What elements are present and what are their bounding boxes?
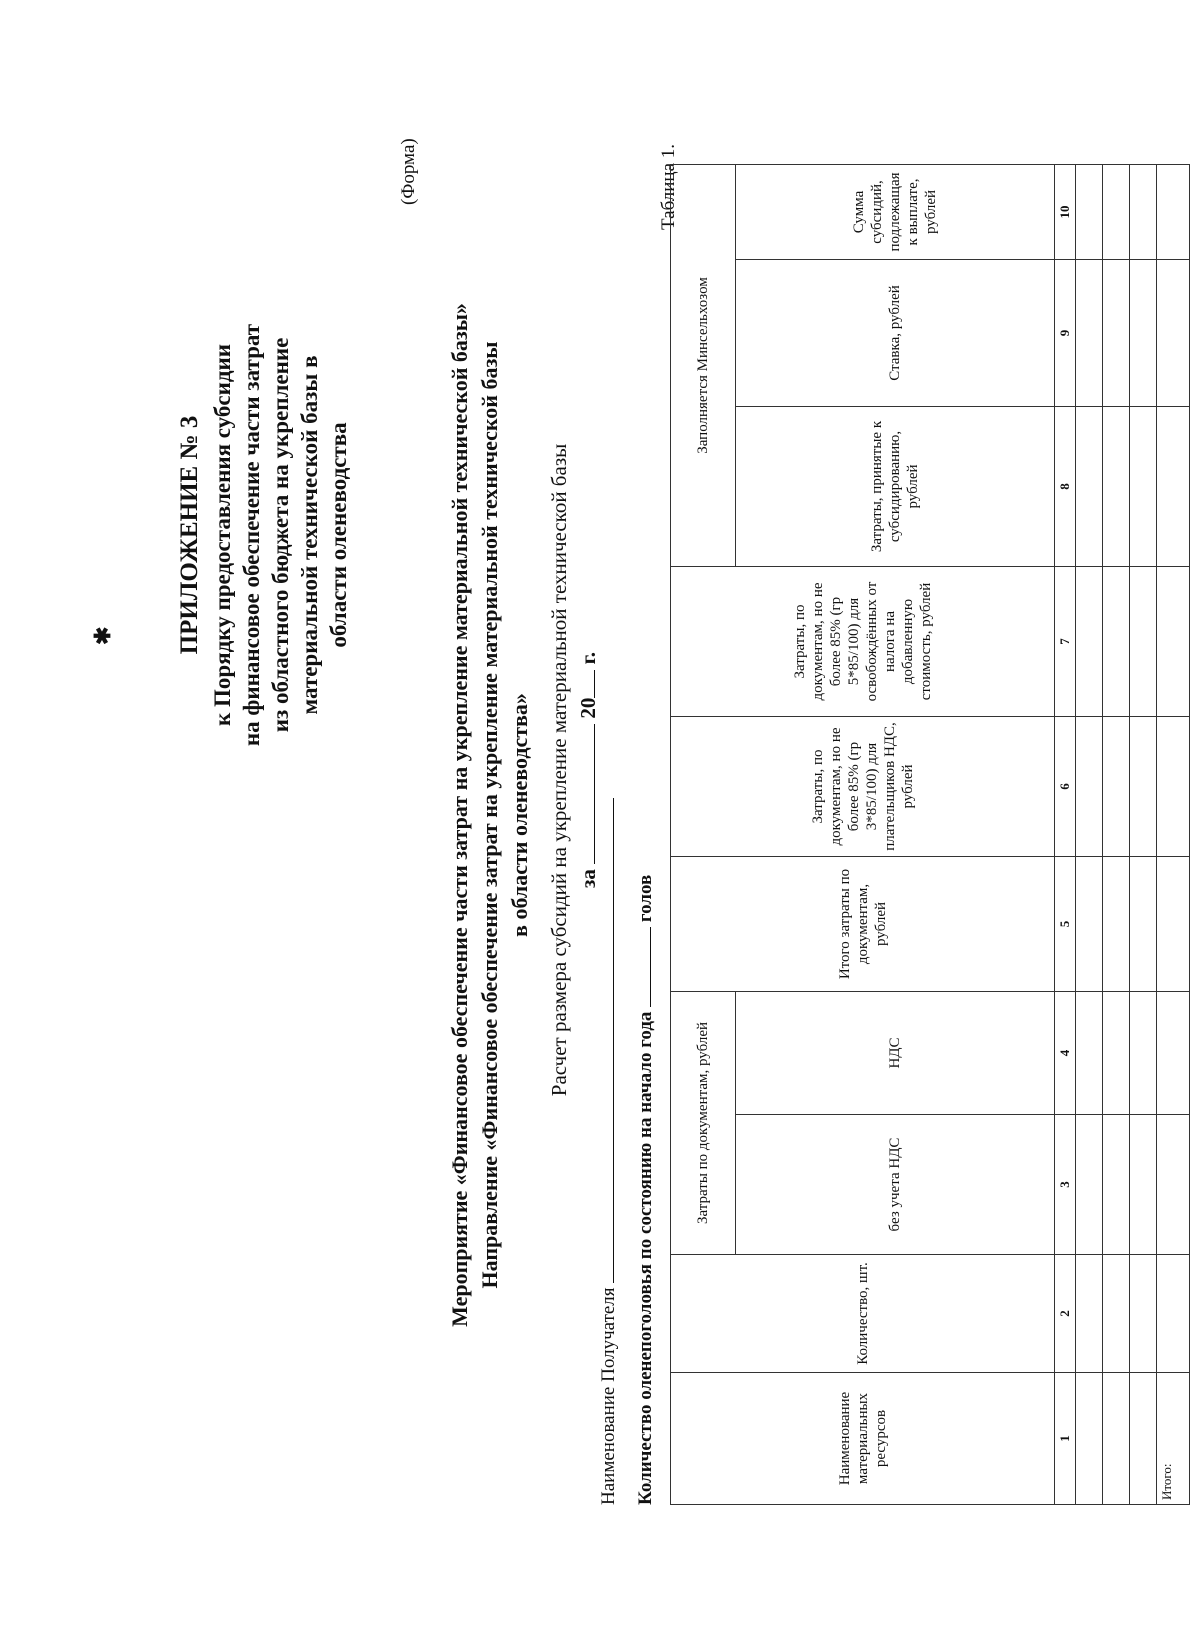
table-row <box>1103 164 1130 1504</box>
table-cell[interactable] <box>1130 857 1157 992</box>
total-cell[interactable] <box>1157 164 1190 259</box>
table-cell[interactable] <box>1076 992 1103 1115</box>
table-cell[interactable] <box>1103 1373 1130 1505</box>
table-cell[interactable] <box>1076 1255 1103 1373</box>
header-col-3: без учета НДС <box>736 1115 1055 1255</box>
col-number-7: 7 <box>1055 567 1076 717</box>
event-line-2: Направление «Финансовое обеспечение затрат на укрепление материальной технической базы <box>477 341 502 1289</box>
table-cell[interactable] <box>1130 1255 1157 1373</box>
table-cell[interactable] <box>1130 1115 1157 1255</box>
event-line-1: Мероприятие «Финансовое обеспечение части затрат на укрепление материальной технической базы» <box>447 303 472 1327</box>
year-blank <box>594 670 595 698</box>
table-cell[interactable] <box>1103 567 1130 717</box>
table-cell[interactable] <box>1130 567 1157 717</box>
header-col-2: Количество, шт. <box>671 1255 1055 1373</box>
table-row <box>1076 164 1103 1504</box>
col-number-6: 6 <box>1055 717 1076 857</box>
event-block <box>445 125 535 1505</box>
total-cell[interactable] <box>1157 992 1190 1115</box>
col-number-1: 1 <box>1055 1373 1076 1505</box>
col-number-10: 10 <box>1055 164 1076 259</box>
col-number-8: 8 <box>1055 407 1076 567</box>
herd-row <box>635 875 657 1505</box>
herd-unit: голов <box>635 874 656 923</box>
appendix-title: ПРИЛОЖЕНИЕ № 3 <box>176 415 203 655</box>
event-line-3: в области оленеводства» <box>507 693 532 937</box>
header-group-costs: Затраты по документам, рублей <box>671 992 736 1255</box>
table-cell[interactable] <box>1130 992 1157 1115</box>
recipient-label: Наименование Получателя <box>598 1287 619 1505</box>
header-row-1 <box>671 164 736 1504</box>
table-cell[interactable] <box>1076 260 1103 407</box>
appendix-line-4: материальной технической базы в <box>297 355 322 715</box>
table-cell[interactable] <box>1130 407 1157 567</box>
total-cell[interactable] <box>1157 567 1190 717</box>
header-col-1: Наименование материальных ресурсов <box>671 1373 1055 1505</box>
calc-block <box>545 340 603 1200</box>
table-cell[interactable] <box>1103 857 1130 992</box>
herd-blank <box>650 927 651 1007</box>
table-cell[interactable] <box>1103 1255 1130 1373</box>
asterisk-mark: ✱ <box>90 626 115 645</box>
table-cell[interactable] <box>1130 164 1157 259</box>
table-cell[interactable] <box>1103 164 1130 259</box>
table-cell[interactable] <box>1103 260 1130 407</box>
form-label: (Форма) <box>398 138 419 205</box>
col-number-2: 2 <box>1055 1255 1076 1373</box>
subsidy-table <box>670 164 1190 1505</box>
table-cell[interactable] <box>1076 1115 1103 1255</box>
table-cell[interactable] <box>1103 407 1130 567</box>
appendix-block <box>175 185 353 885</box>
table-row <box>1130 164 1157 1504</box>
recipient-row <box>598 798 620 1505</box>
header-group-ministry: Заполняется Минсельхозом <box>671 164 736 566</box>
total-cell[interactable] <box>1157 260 1190 407</box>
total-label: Итого: <box>1157 1373 1190 1505</box>
total-cell[interactable] <box>1157 1115 1190 1255</box>
table-cell[interactable] <box>1103 992 1130 1115</box>
column-number-row <box>1055 164 1076 1504</box>
total-cell[interactable] <box>1157 717 1190 857</box>
total-cell[interactable] <box>1157 857 1190 992</box>
col-number-3: 3 <box>1055 1115 1076 1255</box>
table-label: Таблица 1. <box>658 143 679 230</box>
total-cell[interactable] <box>1157 1255 1190 1373</box>
appendix-line-1: к Порядку предоставления субсидии <box>210 344 235 726</box>
appendix-line-2: на финансовое обеспечение части затрат <box>239 323 264 747</box>
table-cell[interactable] <box>1103 1115 1130 1255</box>
header-col-9: Ставка, рублей <box>736 260 1055 407</box>
table-cell[interactable] <box>1076 407 1103 567</box>
period-blank <box>594 724 595 864</box>
appendix-line-5: области оленеводства <box>326 422 351 648</box>
table-cell[interactable] <box>1130 717 1157 857</box>
recipient-blank <box>613 798 614 1283</box>
header-col-7: Затраты, по документам, но не более 85% (гр 5*85/100) для освобождённых от налога на добавленную стоимость, рублей <box>671 567 1055 717</box>
table-cell[interactable] <box>1130 1373 1157 1505</box>
table-cell[interactable] <box>1130 260 1157 407</box>
table-cell[interactable] <box>1076 857 1103 992</box>
appendix-line-3: из областного бюджета на укрепление <box>268 337 293 733</box>
table-cell[interactable] <box>1076 567 1103 717</box>
header-col-10: Сумма субсидий, подлежащая к выплате, рублей <box>736 164 1055 259</box>
period-year: 20 <box>576 697 600 719</box>
header-col-8: Затраты, принятые к субсидированию, рублей <box>736 407 1055 567</box>
table-cell[interactable] <box>1103 717 1130 857</box>
header-col-5: Итого затраты по документам, рублей <box>671 857 1055 992</box>
table-cell[interactable] <box>1076 164 1103 259</box>
col-number-4: 4 <box>1055 992 1076 1115</box>
table-cell[interactable] <box>1076 717 1103 857</box>
total-cell[interactable] <box>1157 407 1190 567</box>
period-prefix: за <box>576 869 600 889</box>
period-suffix: г. <box>576 651 600 665</box>
header-col-4: НДС <box>736 992 1055 1115</box>
total-row <box>1157 164 1190 1504</box>
col-number-9: 9 <box>1055 260 1076 407</box>
table-cell[interactable] <box>1076 1373 1103 1505</box>
calc-title: Расчет размера субсидий на укрепление материальной технической базы <box>547 443 571 1097</box>
herd-label: Количество оленепоголовья по состоянию на начало года <box>635 1011 656 1505</box>
header-col-6: Затраты, по документам, но не более 85% (гр 3*85/100) для плательщиков НДС, рублей <box>671 717 1055 857</box>
col-number-5: 5 <box>1055 857 1076 992</box>
